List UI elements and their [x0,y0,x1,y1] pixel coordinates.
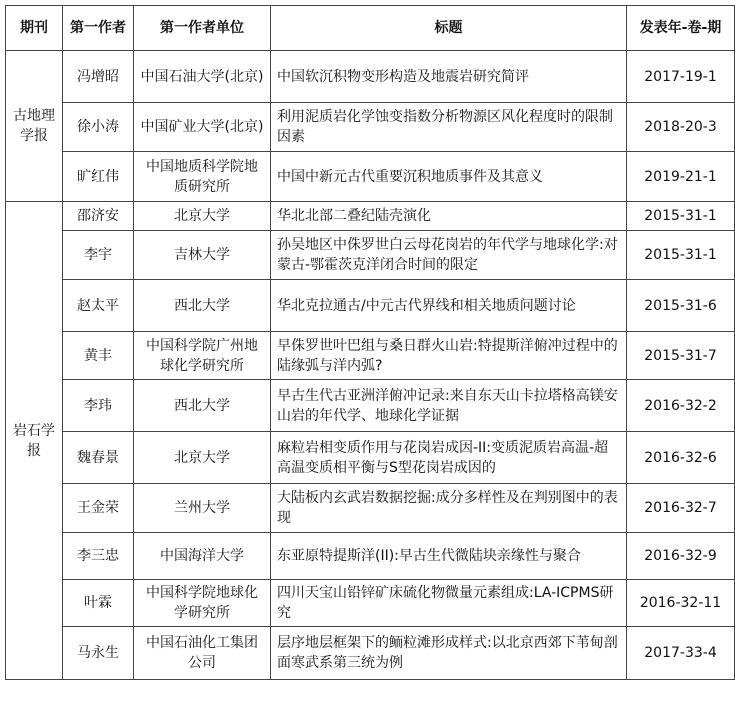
table-row [6,432,735,484]
title-cell: 东亚原特提斯洋(II):早古生代微陆块亲缘性与聚合 [271,533,627,580]
affiliation-cell: 中国海洋大学 [134,533,271,580]
header-first-author: 第一作者 [63,6,134,51]
title-cell: 四川天宝山铅锌矿床硫化物微量元素组成:LA-ICPMS研究 [271,580,627,627]
affiliation-cell: 北京大学 [134,202,271,231]
title-cell: 早古生代古亚洲洋俯冲记录:来自东天山卡拉塔格高镁安山岩的年代学、地球化学证据 [271,380,627,432]
affiliation-cell: 中国石油大学(北京) [134,51,271,103]
table-row [6,231,735,280]
title-cell: 中国软沉积物变形构造及地震岩研究简评 [271,51,627,103]
author-cell: 冯增昭 [63,51,134,103]
ref-cell: 2016-32-6 [627,432,735,484]
header-journal: 期刊 [6,6,63,51]
header-affiliation: 第一作者单位 [134,6,271,51]
ref-cell: 2018-20-3 [627,103,735,152]
table-row [6,202,735,231]
ref-cell: 2015-31-6 [627,280,735,332]
author-cell: 王金荣 [63,484,134,533]
affiliation-cell: 西北大学 [134,380,271,432]
affiliation-cell: 吉林大学 [134,231,271,280]
author-cell: 马永生 [63,627,134,680]
ref-cell: 2016-32-9 [627,533,735,580]
author-cell: 李玮 [63,380,134,432]
affiliation-cell: 西北大学 [134,280,271,332]
table-row [6,484,735,533]
header-title: 标题 [271,6,627,51]
table-row [6,103,735,152]
affiliation-cell: 中国科学院地球化学研究所 [134,580,271,627]
ref-cell: 2016-32-11 [627,580,735,627]
author-cell: 邵济安 [63,202,134,231]
table-row [6,332,735,380]
author-cell: 赵太平 [63,280,134,332]
ref-cell: 2016-32-2 [627,380,735,432]
author-cell: 李三忠 [63,533,134,580]
table-row [6,51,735,103]
title-cell: 孙吴地区中侏罗世白云母花岗岩的年代学与地球化学:对蒙古-鄂霍茨克洋闭合时间的限定 [271,231,627,280]
table-row [6,533,735,580]
ref-cell: 2017-19-1 [627,51,735,103]
title-cell: 中国中新元古代重要沉积地质事件及其意义 [271,152,627,202]
affiliation-cell: 中国地质科学院地质研究所 [134,152,271,202]
header-row [6,6,735,51]
title-cell: 华北克拉通古/中元古代界线和相关地质问题讨论 [271,280,627,332]
ref-cell: 2015-31-7 [627,332,735,380]
affiliation-cell: 中国矿业大学(北京) [134,103,271,152]
title-cell: 大陆板内玄武岩数据挖掘:成分多样性及在判别图中的表现 [271,484,627,533]
author-cell: 魏春景 [63,432,134,484]
title-cell: 利用泥质岩化学蚀变指数分析物源区风化程度时的限制因素 [271,103,627,152]
table-row [6,280,735,332]
author-cell: 李宇 [63,231,134,280]
table-row [6,152,735,202]
affiliation-cell: 中国科学院广州地球化学研究所 [134,332,271,380]
title-cell: 层序地层框架下的鲕粒滩形成样式:以北京西郊下苇甸剖面寒武系第三统为例 [271,627,627,680]
table-row [6,627,735,680]
title-cell: 早侏罗世叶巴组与桑日群火山岩:特提斯洋俯冲过程中的陆缘弧与洋内弧? [271,332,627,380]
journal-cell: 岩石学报 [6,202,63,680]
author-cell: 黄丰 [63,332,134,380]
publications-table [5,5,735,680]
ref-cell: 2019-21-1 [627,152,735,202]
affiliation-cell: 中国石油化工集团公司 [134,627,271,680]
author-cell: 徐小涛 [63,103,134,152]
journal-cell: 古地理学报 [6,51,63,202]
ref-cell: 2017-33-4 [627,627,735,680]
author-cell: 旷红伟 [63,152,134,202]
header-year-volume-issue: 发表年-卷-期 [627,6,735,51]
affiliation-cell: 北京大学 [134,432,271,484]
author-cell: 叶霖 [63,580,134,627]
table-row [6,580,735,627]
ref-cell: 2015-31-1 [627,202,735,231]
title-cell: 华北北部二叠纪陆壳演化 [271,202,627,231]
table-row [6,380,735,432]
affiliation-cell: 兰州大学 [134,484,271,533]
ref-cell: 2015-31-1 [627,231,735,280]
title-cell: 麻粒岩相变质作用与花岗岩成因-II:变质泥质岩高温-超高温变质相平衡与S型花岗岩成因的 [271,432,627,484]
ref-cell: 2016-32-7 [627,484,735,533]
